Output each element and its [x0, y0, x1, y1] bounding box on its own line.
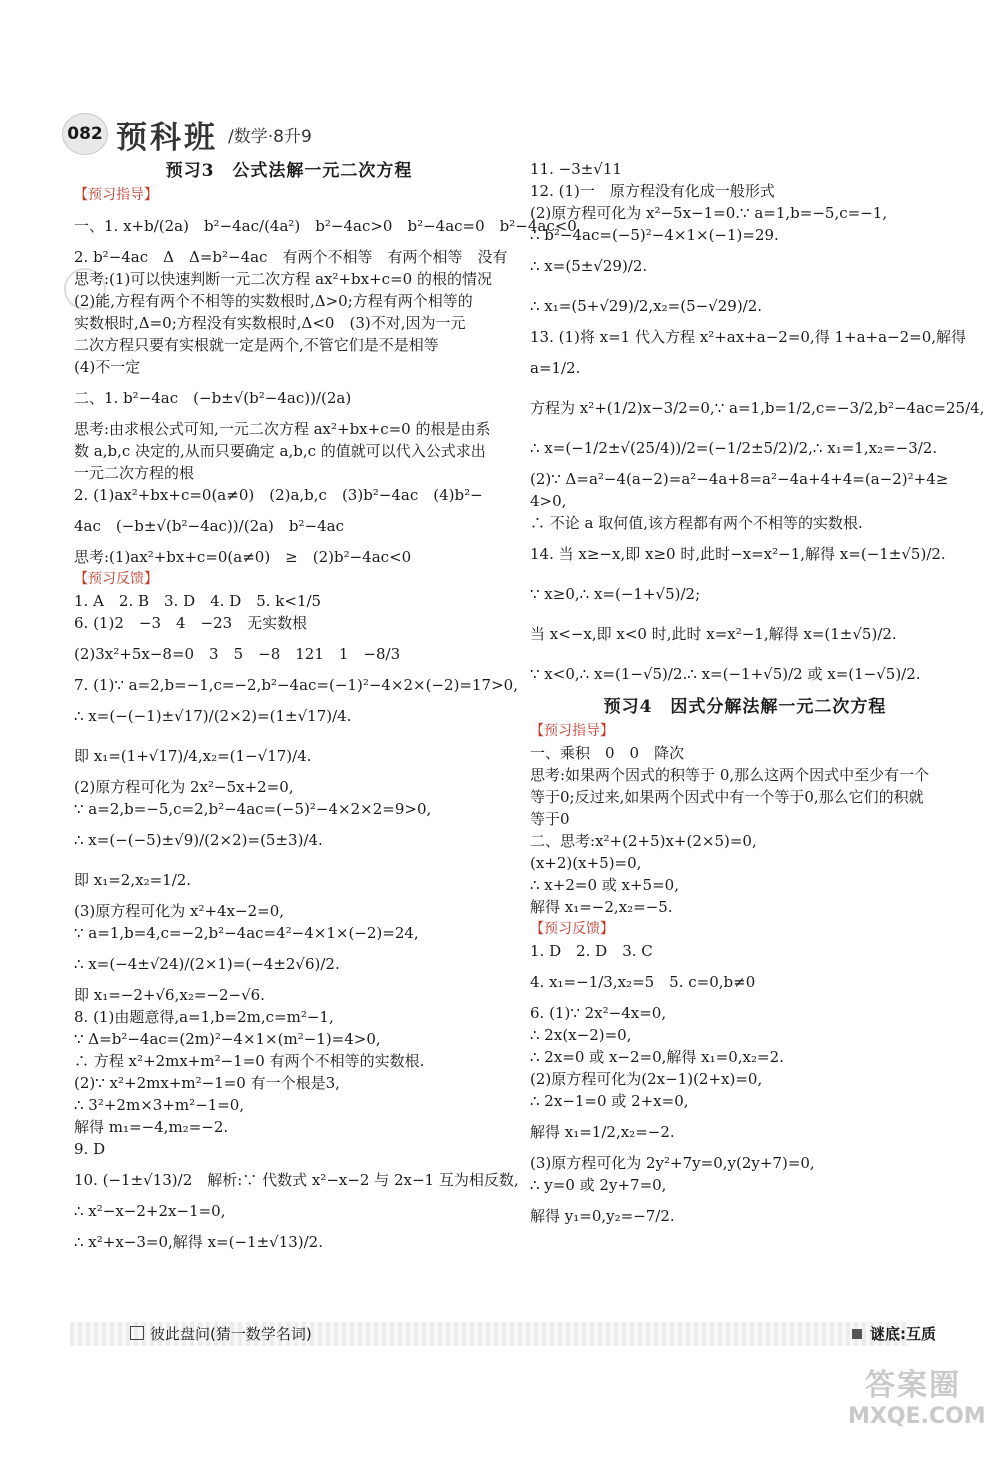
- answer-line: 2. (1)ax²+bx+c=0(a≠0) (2)a,b,c (3)b²−4ac (4)b²−: [74, 486, 483, 504]
- answer-line: ∴ x²+x−3=0,解得 x=(−1±√13)/2.: [74, 1233, 323, 1251]
- answer-line: 实数根时,Δ=0;方程没有实数根时,Δ<0 (3)不对,因为一元: [74, 314, 466, 332]
- answer-line: ∵ Δ=b²−4ac=(2m)²−4×1×(m²−1)=4>0,: [74, 1030, 381, 1048]
- answer-line: 一元二次方程的根: [74, 464, 195, 482]
- answer-line: 数 a,b,c 决定的,从而只要确定 a,b,c 的值就可以代入公式求出: [74, 442, 486, 460]
- answer-line: ∵ a=2,b=−5,c=2,b²−4ac=(−5)²−4×2×2=9>0,: [74, 800, 432, 818]
- section-heading: 【预习反馈】: [530, 921, 614, 937]
- answer-line: 一、乘积 0 0 降次: [530, 744, 685, 762]
- answer-line: ∵ a=1,b=4,c=−2,b²−4ac=4²−4×1×(−2)=24,: [74, 924, 419, 942]
- subject-label: /数学·8升9: [228, 126, 312, 147]
- answer-line: 一、1. x+b/(2a) b²−4ac/(4a²) b²−4ac>0 b²−4ac=0 b²−4ac<0: [74, 217, 577, 235]
- answer-line: 13. (1)将 x=1 代入方程 x²+ax+a−2=0,得 1+a+a−2=0,解得: [530, 328, 967, 346]
- answer-line: 解得 m₁=−4,m₂=−2.: [74, 1118, 229, 1136]
- answer-line: ∴ x=(5±√29)/2.: [530, 257, 648, 275]
- answer-line: 二次方程只要有实根就一定是两个,不管它们是不是相等: [74, 336, 439, 354]
- answer-line: (2)原方程可化为 2x²−5x+2=0,: [74, 778, 294, 796]
- answer-line: (2)∵ Δ=a²−4(a−2)=a²−4a+8=a²−4a+4+4=(a−2)²+4≥: [530, 470, 949, 488]
- section-title: 预习4 因式分解法解一元二次方程: [603, 697, 887, 717]
- answer-line: ∴ y=0 或 2y+7=0,: [530, 1176, 667, 1194]
- answer-line: ∴ 不论 a 取何值,该方程都有两个不相等的实数根.: [530, 514, 863, 532]
- answer-line: 1. D 2. D 3. C: [530, 942, 653, 960]
- answer-line: ∵ x<0,∴ x=(1−√5)/2.∴ x=(−1+√5)/2 或 x=(1−√5)/2.: [530, 665, 921, 683]
- answer-line: 4. x₁=−1/3,x₂=5 5. c=0,b≠0: [530, 973, 756, 991]
- answer-line: 即 x₁=−2+√6,x₂=−2−√6.: [74, 986, 265, 1004]
- footer-riddle-text: 彼此盘问(猜一数学名词): [150, 1325, 312, 1343]
- answer-line: 6. (1)2 −3 4 −23 无实数根: [74, 614, 308, 632]
- watermark: [848, 1360, 986, 1460]
- answer-line: 4ac (−b±√(b²−4ac))/(2a) b²−4ac: [74, 517, 344, 535]
- answer-line: ∴ 方程 x²+2mx+m²−1=0 有两个不相等的实数根.: [74, 1052, 425, 1070]
- answer-line: ∴ x²−x−2+2x−1=0,: [74, 1202, 226, 1220]
- section-heading: 【预习指导】: [530, 723, 614, 739]
- answer-line: (3)原方程可化为 x²+4x−2=0,: [74, 902, 285, 920]
- answer-line: 14. 当 x≥−x,即 x≥0 时,此时−x=x²−1,解得 x=(−1±√5)/2.: [530, 545, 946, 563]
- answer-line: 即 x₁=(1+√17)/4,x₂=(1−√17)/4.: [74, 747, 312, 765]
- answer-line: 思考:(1)ax²+bx+c=0(a≠0) ≥ (2)b²−4ac<0: [74, 548, 412, 566]
- answer-line: ∴ x+2=0 或 x+5=0,: [530, 876, 679, 894]
- footer-answer-text: 谜底:互质: [870, 1325, 936, 1343]
- answer-line: 9. D: [74, 1140, 106, 1158]
- answer-line: ∴ 3²+2m×3+m²−1=0,: [74, 1096, 245, 1114]
- answer-line: 7. (1)∵ a=2,b=−1,c=−2,b²−4ac=(−1)²−4×2×(−2)=17>0,: [74, 676, 518, 694]
- answer-line: (x+2)(x+5)=0,: [530, 854, 642, 872]
- watermark-url: MXQE.COM: [848, 1404, 986, 1429]
- answer-line: 解得 x₁=−2,x₂=−5.: [530, 898, 673, 916]
- watermark-title: 答案圈: [865, 1368, 961, 1403]
- answer-line: 等于0;反过来,如果两个因式中有一个等于0,那么它们的积就: [530, 788, 924, 806]
- answer-line: 思考:(1)可以快速判断一元二次方程 ax²+bx+c=0 的根的情况: [74, 270, 492, 288]
- answer-line: (3)原方程可化为 2y²+7y=0,y(2y+7)=0,: [530, 1154, 815, 1172]
- answer-line: ∴ 2x−1=0 或 2+x=0,: [530, 1092, 689, 1110]
- answer-line: 解得 y₁=0,y₂=−7/2.: [530, 1207, 675, 1225]
- answer-line: ∴ x=(−4±√24)/(2×1)=(−4±2√6)/2.: [74, 955, 340, 973]
- answer-line: 即 x₁=2,x₂=1/2.: [74, 871, 192, 889]
- answer-line: 12. (1)一 原方程没有化成一般形式: [530, 182, 775, 200]
- checkbox-icon: [130, 1326, 144, 1340]
- section-heading: 【预习指导】: [74, 187, 158, 203]
- square-bullet-icon: [852, 1329, 862, 1339]
- answer-line: 11. −3±√11: [530, 160, 622, 178]
- answer-line: 思考:由求根公式可知,一元二次方程 ax²+bx+c=0 的根是由系: [74, 420, 491, 438]
- answer-line: 解得 x₁=1/2,x₂=−2.: [530, 1123, 675, 1141]
- answer-line: ∴ x=(−(−5)±√9)/(2×2)=(5±3)/4.: [74, 831, 323, 849]
- answer-line: ∵ x≥0,∴ x=(−1+√5)/2;: [530, 585, 701, 603]
- answer-line: 2. b²−4ac Δ Δ=b²−4ac 有两个不相等 有两个相等 没有: [74, 248, 508, 266]
- answer-line: 8. (1)由题意得,a=1,b=2m,c=m²−1,: [74, 1008, 334, 1026]
- answer-line: (2)原方程可化为(2x−1)(2+x)=0,: [530, 1070, 763, 1088]
- footer-riddle: [130, 1322, 312, 1346]
- answer-line: 10. (−1±√13)/2 解析:∵ 代数式 x²−x−2 与 2x−1 互为相反数,: [74, 1171, 519, 1189]
- answer-line: 二、思考:x²+(2+5)x+(2×5)=0,: [530, 832, 757, 850]
- page-header: [62, 112, 312, 156]
- answer-line: (2)能,方程有两个不相等的实数根时,Δ>0;方程有两个相等的: [74, 292, 473, 310]
- footer-answer: [852, 1322, 936, 1346]
- answer-line: 思考:如果两个因式的积等于 0,那么这两个因式中至少有一个: [530, 766, 930, 784]
- answer-line: 1. A 2. B 3. D 4. D 5. k<1/5: [74, 592, 322, 610]
- answer-line: ∴ x=(−1/2±√(25/4))/2=(−1/2±5/2)/2,∴ x₁=1,x₂=−3/2.: [530, 439, 938, 457]
- answer-line: 6. (1)∵ 2x²−4x=0,: [530, 1004, 667, 1022]
- answer-line: ∴ 2x=0 或 x−2=0,解得 x₁=0,x₂=2.: [530, 1048, 784, 1066]
- answer-line: ∴ x₁=(5+√29)/2,x₂=(5−√29)/2.: [530, 297, 763, 315]
- answer-line: ∴ 2x(x−2)=0,: [530, 1026, 632, 1044]
- answer-line: (2)3x²+5x−8=0 3 5 −8 121 1 −8/3: [74, 645, 401, 663]
- answer-line: 4>0,: [530, 492, 567, 510]
- answer-line: 方程为 x²+(1/2)x−3/2=0,∵ a=1,b=1/2,c=−3/2,b²−4ac=25/4,: [530, 399, 985, 417]
- answer-line: ∴ x=(−(−1)±√17)/(2×2)=(1±√17)/4.: [74, 707, 352, 725]
- answer-line: (2)原方程可化为 x²−5x−1=0.∵ a=1,b=−5,c=−1,: [530, 204, 888, 222]
- answer-line: a=1/2.: [530, 359, 581, 377]
- answer-line: ∴ b²−4ac=(−5)²−4×1×(−1)=29.: [530, 226, 779, 244]
- answer-line: 二、1. b²−4ac (−b±√(b²−4ac))/(2a): [74, 389, 352, 407]
- answer-line: (4)不一定: [74, 358, 141, 376]
- section-title: 预习3 公式法解一元二次方程: [165, 161, 413, 181]
- answer-line: (2)∵ x²+2mx+m²−1=0 有一个根是3,: [74, 1074, 340, 1092]
- answer-line: 当 x<−x,即 x<0 时,此时 x=x²−1,解得 x=(1±√5)/2.: [530, 625, 897, 643]
- answer-line: 等于0: [530, 810, 570, 828]
- page-number: 082: [62, 113, 108, 155]
- section-heading: 【预习反馈】: [74, 571, 158, 587]
- right-column: [530, 158, 985, 1236]
- brand-logo: 预科班: [116, 119, 218, 156]
